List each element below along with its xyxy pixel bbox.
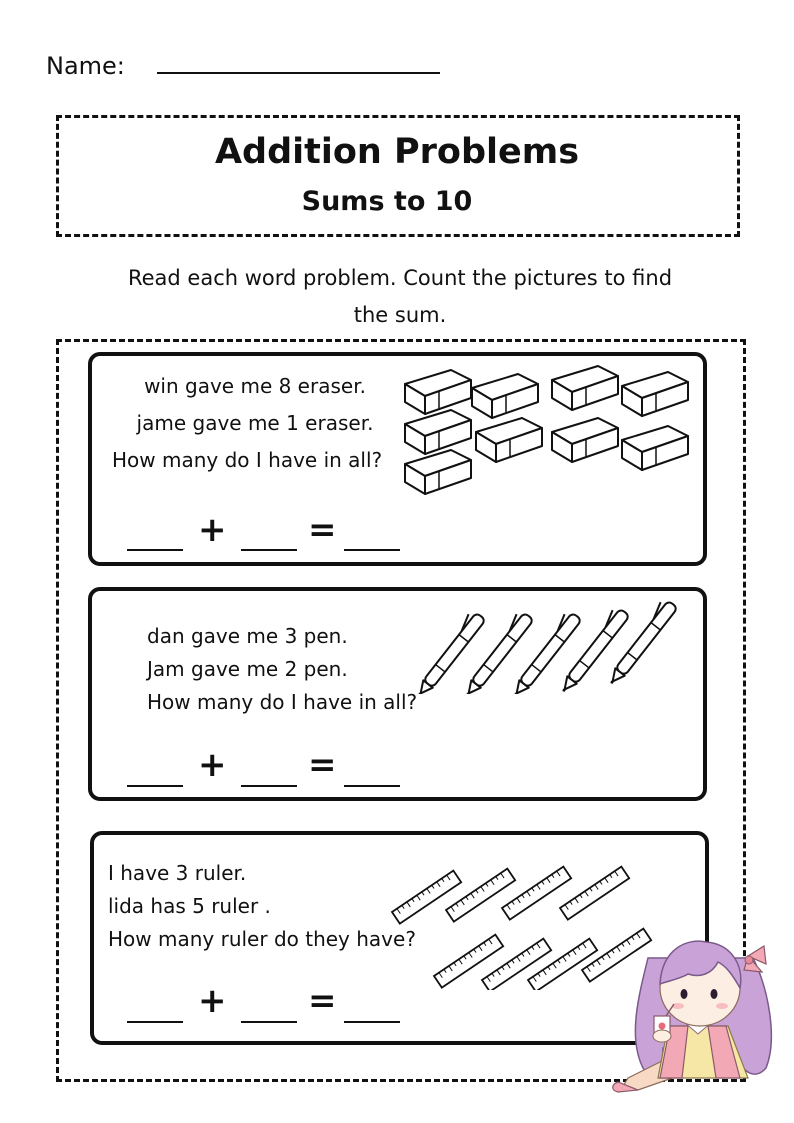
eraser-icon [622, 372, 688, 416]
addend-2-blank[interactable] [241, 785, 297, 787]
problem-3-line-3: How many ruler do they have? [108, 927, 416, 951]
ruler-icon [560, 867, 629, 920]
girl-illustration [608, 918, 788, 1093]
eraser-icon [405, 410, 471, 454]
addend-1-blank[interactable] [127, 549, 183, 551]
eraser-icon [552, 418, 618, 462]
pen-icon [554, 605, 629, 694]
eraser-icon [622, 426, 688, 470]
sum-blank[interactable] [344, 549, 400, 551]
addend-2-blank[interactable] [241, 549, 297, 551]
addend-2-blank[interactable] [241, 1021, 297, 1023]
problem-2-line-2: Jam gave me 2 pen. [147, 657, 348, 681]
sum-blank[interactable] [344, 785, 400, 787]
eraser-icon [472, 374, 538, 418]
name-label: Name: [46, 52, 125, 80]
eraser-icon [405, 370, 471, 414]
pen-icon [602, 598, 677, 687]
problem-2-line-1: dan gave me 3 pen. [147, 624, 348, 648]
equals-sign: = [308, 510, 337, 550]
problem-2-line-3: How many do I have in all? [147, 690, 418, 714]
plus-sign: + [198, 981, 227, 1021]
sum-blank[interactable] [344, 1021, 400, 1023]
problem-1-line-2: jame gave me 1 eraser. [136, 411, 374, 435]
problem-3-line-1: I have 3 ruler. [108, 861, 247, 885]
instruction-text: Read each word problem. Count the pictures to find the sum. [127, 266, 673, 327]
problem-1-line-1: win gave me 8 eraser. [144, 374, 366, 398]
eraser-icon [552, 366, 618, 410]
equals-sign: = [308, 745, 337, 785]
pen-group [418, 598, 698, 694]
eraser-icon [405, 450, 471, 494]
eraser-group [400, 362, 700, 502]
page-subtitle: Sums to 10 [301, 186, 473, 217]
page-title: Addition Problems [214, 132, 580, 172]
eraser-icon [476, 418, 542, 462]
problem-3-line-2: lida has 5 ruler . [108, 894, 271, 918]
problem-1-line-3: How many do I have in all? [112, 448, 383, 472]
name-line[interactable] [157, 72, 440, 74]
addend-1-blank[interactable] [127, 1021, 183, 1023]
addend-1-blank[interactable] [127, 785, 183, 787]
plus-sign: + [198, 745, 227, 785]
equals-sign: = [308, 981, 337, 1021]
plus-sign: + [198, 510, 227, 550]
